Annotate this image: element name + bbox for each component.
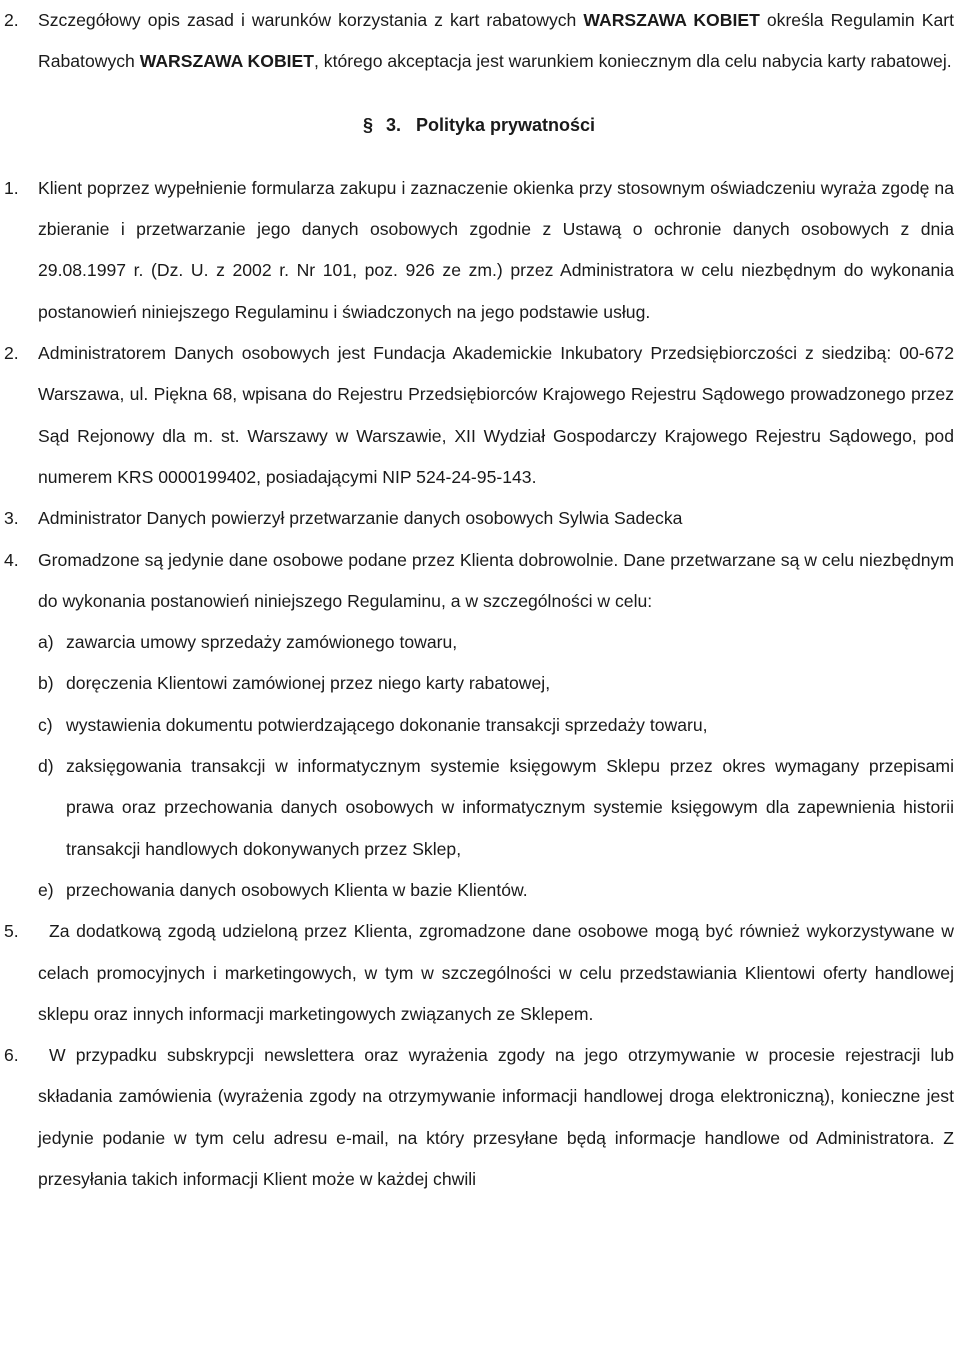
section-title: Polityka prywatności: [416, 114, 596, 135]
subitem-d: [38, 746, 954, 870]
paragraph-number: 1.: [4, 177, 19, 198]
subitem-c: [38, 705, 954, 746]
paragraph-number: 4.: [4, 549, 19, 570]
subitem-e: [38, 870, 954, 911]
paragraph-text: Klient poprzez wypełnienie formularza zakupu i zaznaczenie okienka przy stosownym oświadczeniu wyraża zgodę na zbieranie i przetwarzanie jego danych osobowych zgodnie z Ustawą o ochronie danych osobowych z dnia 29.08.1997 r. (Dz. U. z 2002 r. Nr 101, poz. 926 ze zm.) przez Administratora w celu niezbędnym do wykonania postanowień niniejszego Regulaminu i świadczonych na jego podstawie usług.: [38, 177, 954, 322]
subitem-letter: e): [38, 879, 54, 900]
section-heading: [4, 105, 954, 146]
paragraph-text: Gromadzone są jedynie dane osobowe podane przez Klienta dobrowolnie. Dane przetwarzane są w celu niezbędnym do wykonania postanowień niniejszego Regulaminu, a w szczególności w celu:: [38, 549, 954, 611]
subitem-text: zawarcia umowy sprzedaży zamówionego towaru,: [66, 632, 458, 653]
subitem-b: [38, 663, 954, 704]
paragraph-3: [4, 498, 954, 539]
paragraph-text: Administrator Danych powierzył przetwarzanie danych osobowych Sylwia Sadecka: [38, 508, 683, 529]
brand-name: WARSZAWA KOBIET: [139, 51, 315, 72]
paragraph-number: 3.: [4, 508, 19, 529]
paragraph-number: 6.: [4, 1045, 19, 1066]
paragraph-5: [4, 911, 954, 1035]
brand-name: WARSZAWA KOBIET: [583, 10, 760, 30]
section-symbol: §: [362, 114, 373, 135]
subitem-letter: a): [38, 632, 54, 653]
paragraph-2: [4, 333, 954, 498]
paragraph-number: 2.: [4, 10, 19, 30]
subitem-letter: b): [38, 673, 54, 694]
paragraph-number: 5.: [4, 921, 19, 942]
paragraph-4: [4, 540, 954, 623]
paragraph-text: Szczegółowy opis zasad i warunków korzystania z kart rabatowych WARSZAWA KOBIET określa Regulamin Kart Rabatowych WARSZAWA KOBIET, którego akceptacja jest warunkiem koniecznym dla celu nabycia karty rabatowej.: [38, 10, 955, 72]
subitem-letter: c): [38, 714, 53, 735]
paragraph-text: Za dodatkową zgodą udzieloną przez Klienta, zgromadzone dane osobowe mogą być również wykorzystywane w celach promocyjnych i marketingowych, w tym w szczególności w celu przedstawiania Klientowi oferty handlowej sklepu oraz innych informacji marketingowych związanych ze Sklepem.: [38, 921, 954, 1024]
paragraph-6: [4, 1035, 954, 1200]
paragraph-2-top: [4, 0, 954, 83]
subitem-a: [38, 622, 954, 663]
subitem-letter: d): [38, 756, 54, 777]
paragraph-text: W przypadku subskrypcji newslettera oraz wyrażenia zgody na jego otrzymywanie w procesie rejestracji lub składania zamówienia (wyrażenia zgody na otrzymywanie informacji handlowej droga elektroniczną), konieczne jest jedynie podanie w tym celu adresu e-mail, na który przesyłane będą informacje handlowe od Administratora. Z przesyłania takich informacji Klient może w każdej chwili: [38, 1045, 954, 1190]
subitem-text: zaksięgowania transakcji w informatycznym systemie księgowym Sklepu przez okres wymagany przepisami prawa oraz przechowania danych osobowych w informatycznym systemie księgowym dla zapewnienia historii transakcji handlowych dokonywanych przez Sklep,: [66, 756, 954, 859]
subitem-text: doręczenia Klientowi zamówionej przez niego karty rabatowej,: [66, 673, 551, 694]
section-number: 3.: [385, 114, 401, 135]
paragraph-number: 2.: [4, 343, 19, 364]
paragraph-1: [4, 168, 954, 333]
subitem-text: przechowania danych osobowych Klienta w bazie Klientów.: [66, 879, 528, 900]
paragraph-text: Administratorem Danych osobowych jest Fundacja Akademickie Inkubatory Przedsiębiorczości z siedzibą: 00-672 Warszawa, ul. Piękna 68, wpisana do Rejestru Przedsiębiorców Krajowego Rejestru Sądowego prowadzonego przez Sąd Rejonowy dla m. st. Warszawy w Warszawie, XII Wydział Gospodarczy Krajowego Rejestru Sądowego, pod numerem KRS 0000199402, posiadającymi NIP 524-24-95-143.: [38, 343, 954, 487]
subitem-text: wystawienia dokumentu potwierdzającego dokonanie transakcji sprzedaży towaru,: [66, 714, 708, 735]
